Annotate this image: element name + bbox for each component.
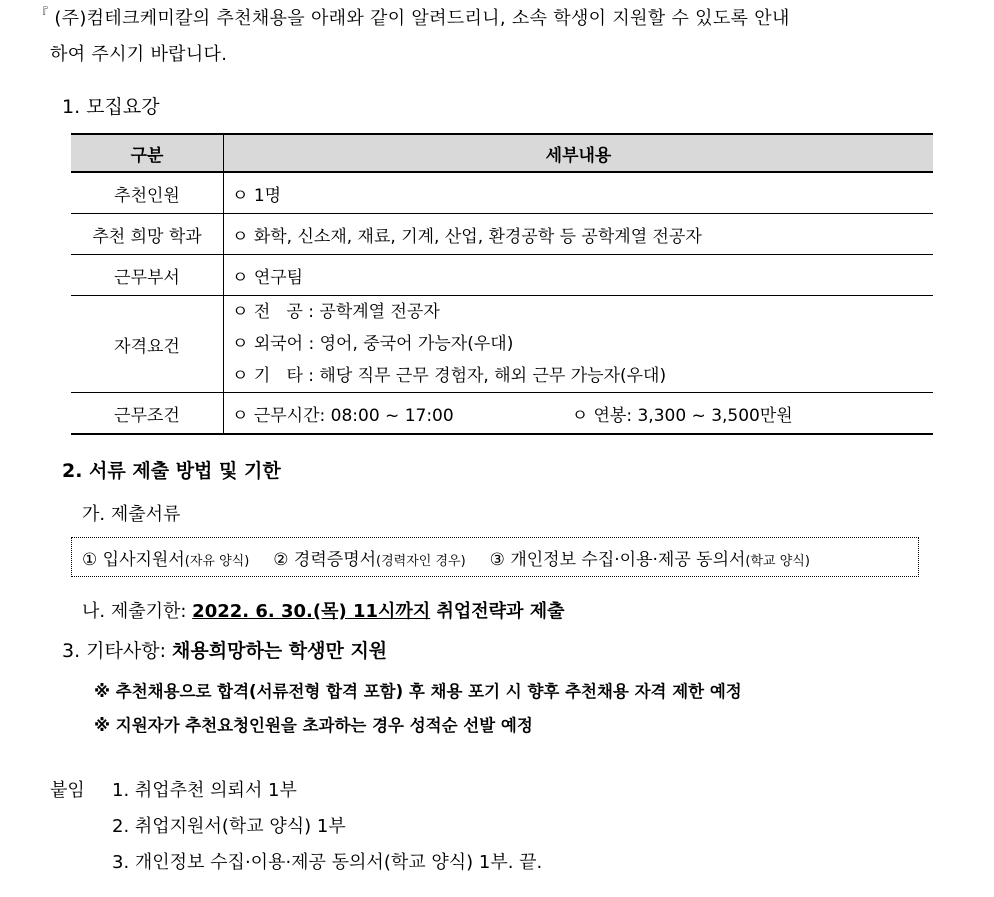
deadline-rest: 취업전략과 제출 [430,601,565,622]
doc-note: (자유 양식) [184,553,250,569]
row-label: 자격요건 [71,296,224,393]
row-value [224,296,934,393]
table-row [71,214,933,255]
intro-line-1 [36,4,790,30]
section3-text: 채용희망하는 학생만 지원 [172,640,388,662]
section2-heading: 2. 서류 제출 방법 및 기한 [62,460,281,482]
doc-note: (경력자인 경우) [376,553,466,569]
col-header-category: 구분 [71,134,224,172]
doc-main: ① 입사지원서 [82,549,185,570]
qualification-other: ㅇ 기 타 : 해당 직무 근무 경험자, 해외 근무 가능자(우대) [232,366,667,386]
work-hours: ㅇ 근무시간: 08:00 ~ 17:00 [232,405,454,426]
submission-docs-box [71,537,919,577]
note-selection: ※ 지원자가 추천요청인원을 초과하는 경우 성적순 선발 예정 [94,716,533,735]
row-value: ㅇ 화학, 신소재, 재료, 기계, 산업, 환경공학 등 공학계열 전공자 [224,214,934,255]
deadline-label: 나. 제출기한: [82,601,193,622]
quote-mark: 『 [36,6,49,20]
doc-item [273,545,465,570]
qualification-language: ㅇ 외국어 : 영어, 중국어 가능자(우대) [232,334,514,354]
doc-item [490,545,810,570]
row-label: 근무조건 [71,393,224,435]
attachments-label: 붙임 [50,780,85,801]
submission-deadline [82,597,564,623]
section3-prefix: 3. 기타사항: [62,640,173,662]
table-row [71,296,933,393]
attachment-item: 2. 취업지원서(학교 양식) 1부 [112,816,346,837]
table-row [71,255,933,296]
intro-text-1: (주)컴테크케미칼의 추천채용을 아래와 같이 알려드리니, 소속 학생이 지원할 수 있도록 안내 [54,8,790,29]
note-penalty: ※ 추천채용으로 합격(서류전형 합격 포함) 후 채용 포기 시 향후 추천채용 자격 제한 예정 [94,682,742,701]
recruitment-table [71,133,933,435]
col-header-details: 세부내용 [224,134,934,172]
attachment-item: 3. 개인정보 수집·이용·제공 동의서(학교 양식) 1부. 끝. [112,852,543,873]
submission-docs-label: 가. 제출서류 [82,504,181,525]
row-label: 근무부서 [71,255,224,296]
attachment-item: 1. 취업추천 의뢰서 1부 [112,780,297,801]
table-row [71,393,933,435]
doc-item [82,545,249,570]
row-value [224,393,934,435]
table-row [71,172,933,214]
qualification-major: ㅇ 전 공 : 공학계열 전공자 [232,302,440,322]
intro-line-2: 하여 주시기 바랍니다. [50,44,228,65]
row-label: 추천 희망 학과 [71,214,224,255]
doc-note: (학교 양식) [745,553,810,569]
row-label: 추천인원 [71,172,224,214]
deadline-date: 2022. 6. 30.(목) 11시까지 [192,601,431,622]
salary: ㅇ 연봉: 3,300 ~ 3,500만원 [571,405,793,426]
section3-heading [62,636,387,663]
section1-heading: 1. 모집요강 [62,96,160,118]
table-header-row [71,134,933,172]
row-value: ㅇ 1명 [224,172,934,214]
doc-main: ③ 개인정보 수집·이용·제공 동의서 [489,549,746,570]
row-value: ㅇ 연구팀 [224,255,934,296]
doc-main: ② 경력증명서 [273,549,377,570]
